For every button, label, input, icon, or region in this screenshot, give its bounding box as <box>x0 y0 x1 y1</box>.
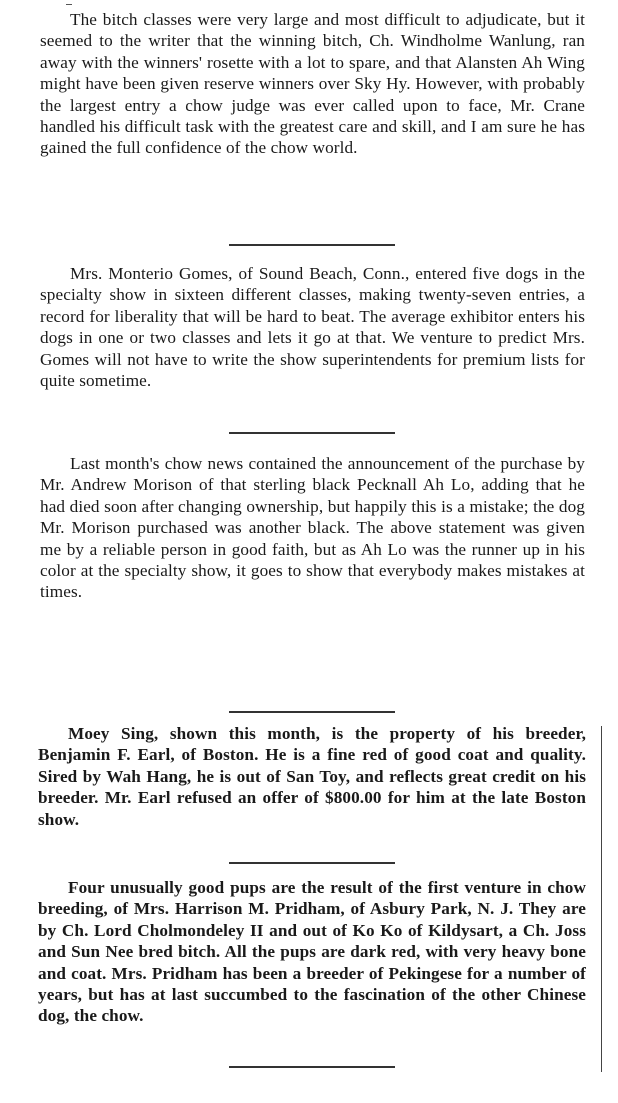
paragraph-text: The bitch classes were very large and most difficult to adjudicate, but it seemed to the writer that the winning bitch, Ch. Windholme Wanlung, ran away with the winners' rosette with a lot to spare, and that Alansten Ah Wing might have been given reserve winners over Sky Hy. However, with probably the largest entry a chow judge was ever called upon to face, Mr. Crane handled his difficult task with the greatest care and skill, and I am sure he has gained the full confidence of the chow world. <box>40 10 585 158</box>
section-divider <box>229 432 395 434</box>
scan-mark <box>66 4 72 5</box>
section-divider <box>229 1066 395 1068</box>
paragraph-text: Four unusually good pups are the result of the first venture in chow breeding, of Mrs. Harrison M. Pridham, of Asbury Park, N. J. They are by Ch. Lord Cholmondeley II and out of Ko Ko of Kildysart, a Ch. Joss and Sun Nee bred bitch. All the pups are dark red, with very heavy bone and coat. Mrs. Pridham has been a breeder of Pekingese for a number of years, but has at last succumbed to the fascination of the other Chinese dog, the chow. <box>38 878 586 1026</box>
paragraph-text: Mrs. Monterio Gomes, of Sound Beach, Conn., entered five dogs in the specialty show in sixteen different classes, making twenty-seven entries, a record for liberality that will be hard to beat. The average exhibitor enters his dogs in one or two classes and lets it go at that. We venture to predict Mrs. Gomes will not have to write the show superintendents for premium lists for quite sometime. <box>40 264 585 391</box>
section-divider <box>229 711 395 713</box>
article-paragraph-1 <box>40 9 585 159</box>
article-paragraph-5 <box>38 877 586 1027</box>
article-paragraph-2 <box>40 263 585 391</box>
paragraph-text: Moey Sing, shown this month, is the property of his breeder, Benjamin F. Earl, of Boston. He is a fine red of good coat and quality. Sired by Wah Hang, he is out of San Toy, and reflects great credit on his breeder. Mr. Earl refused an offer of $800.00 for him at the late Boston show. <box>38 724 586 829</box>
article-paragraph-4 <box>38 723 586 830</box>
paragraph-text: Last month's chow news contained the announcement of the purchase by Mr. Andrew Morison of that sterling black Pecknall Ah Lo, adding that he had died soon after changing ownership, but happily this is a mistake; the dog Mr. Morison purchased was another black. The above statement was given me by a reliable person in good faith, but as Ah Lo was the runner up in his color at the specialty show, it goes to show that everybody makes mistakes at times. <box>40 454 585 602</box>
section-divider <box>229 862 395 864</box>
column-rule <box>601 726 602 1072</box>
section-divider <box>229 244 395 246</box>
article-paragraph-3 <box>40 453 585 603</box>
